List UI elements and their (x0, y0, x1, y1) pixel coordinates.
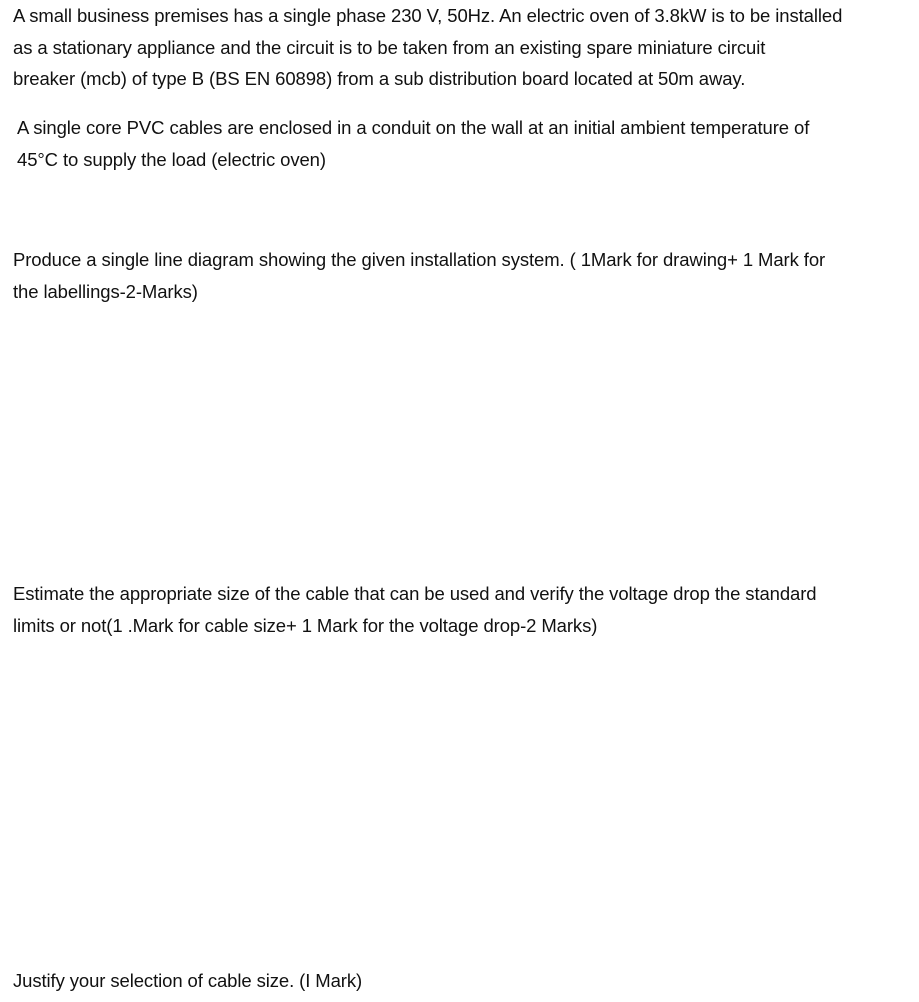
text-line: Estimate the appropriate size of the cable that can be used and verify the voltage drop the standard (13, 583, 817, 604)
text-line: limits or not(1 .Mark for cable size+ 1 Mark for the voltage drop-2 Marks) (13, 614, 598, 636)
question-single-line-diagram (13, 244, 917, 307)
question-justify-cable-size (13, 965, 917, 997)
text-line: A small business premises has a single phase 230 V, 50Hz. An electric oven of 3.8kW is to be installed (13, 5, 843, 26)
text-line: the labellings-2-Marks) (13, 280, 198, 302)
text-line: A single core PVC cables are enclosed in a conduit on the wall at an initial ambient temperature of (17, 117, 810, 138)
text-line: Produce a single line diagram showing the given installation system. ( 1Mark for drawing+ 1 Mark for (13, 249, 826, 270)
text-line: 45°C to supply the load (electric oven) (17, 148, 326, 170)
text-line: Justify your selection of cable size. (I Mark) (13, 970, 363, 991)
text-line: breaker (mcb) of type B (BS EN 60898) from a sub distribution board located at 50m away. (13, 68, 746, 89)
problem-statement (13, 0, 917, 95)
text-line: as a stationary appliance and the circuit is to be taken from an existing spare miniature circuit (13, 36, 766, 58)
cable-conditions (17, 112, 919, 175)
question-cable-size-voltage-drop (13, 578, 917, 641)
